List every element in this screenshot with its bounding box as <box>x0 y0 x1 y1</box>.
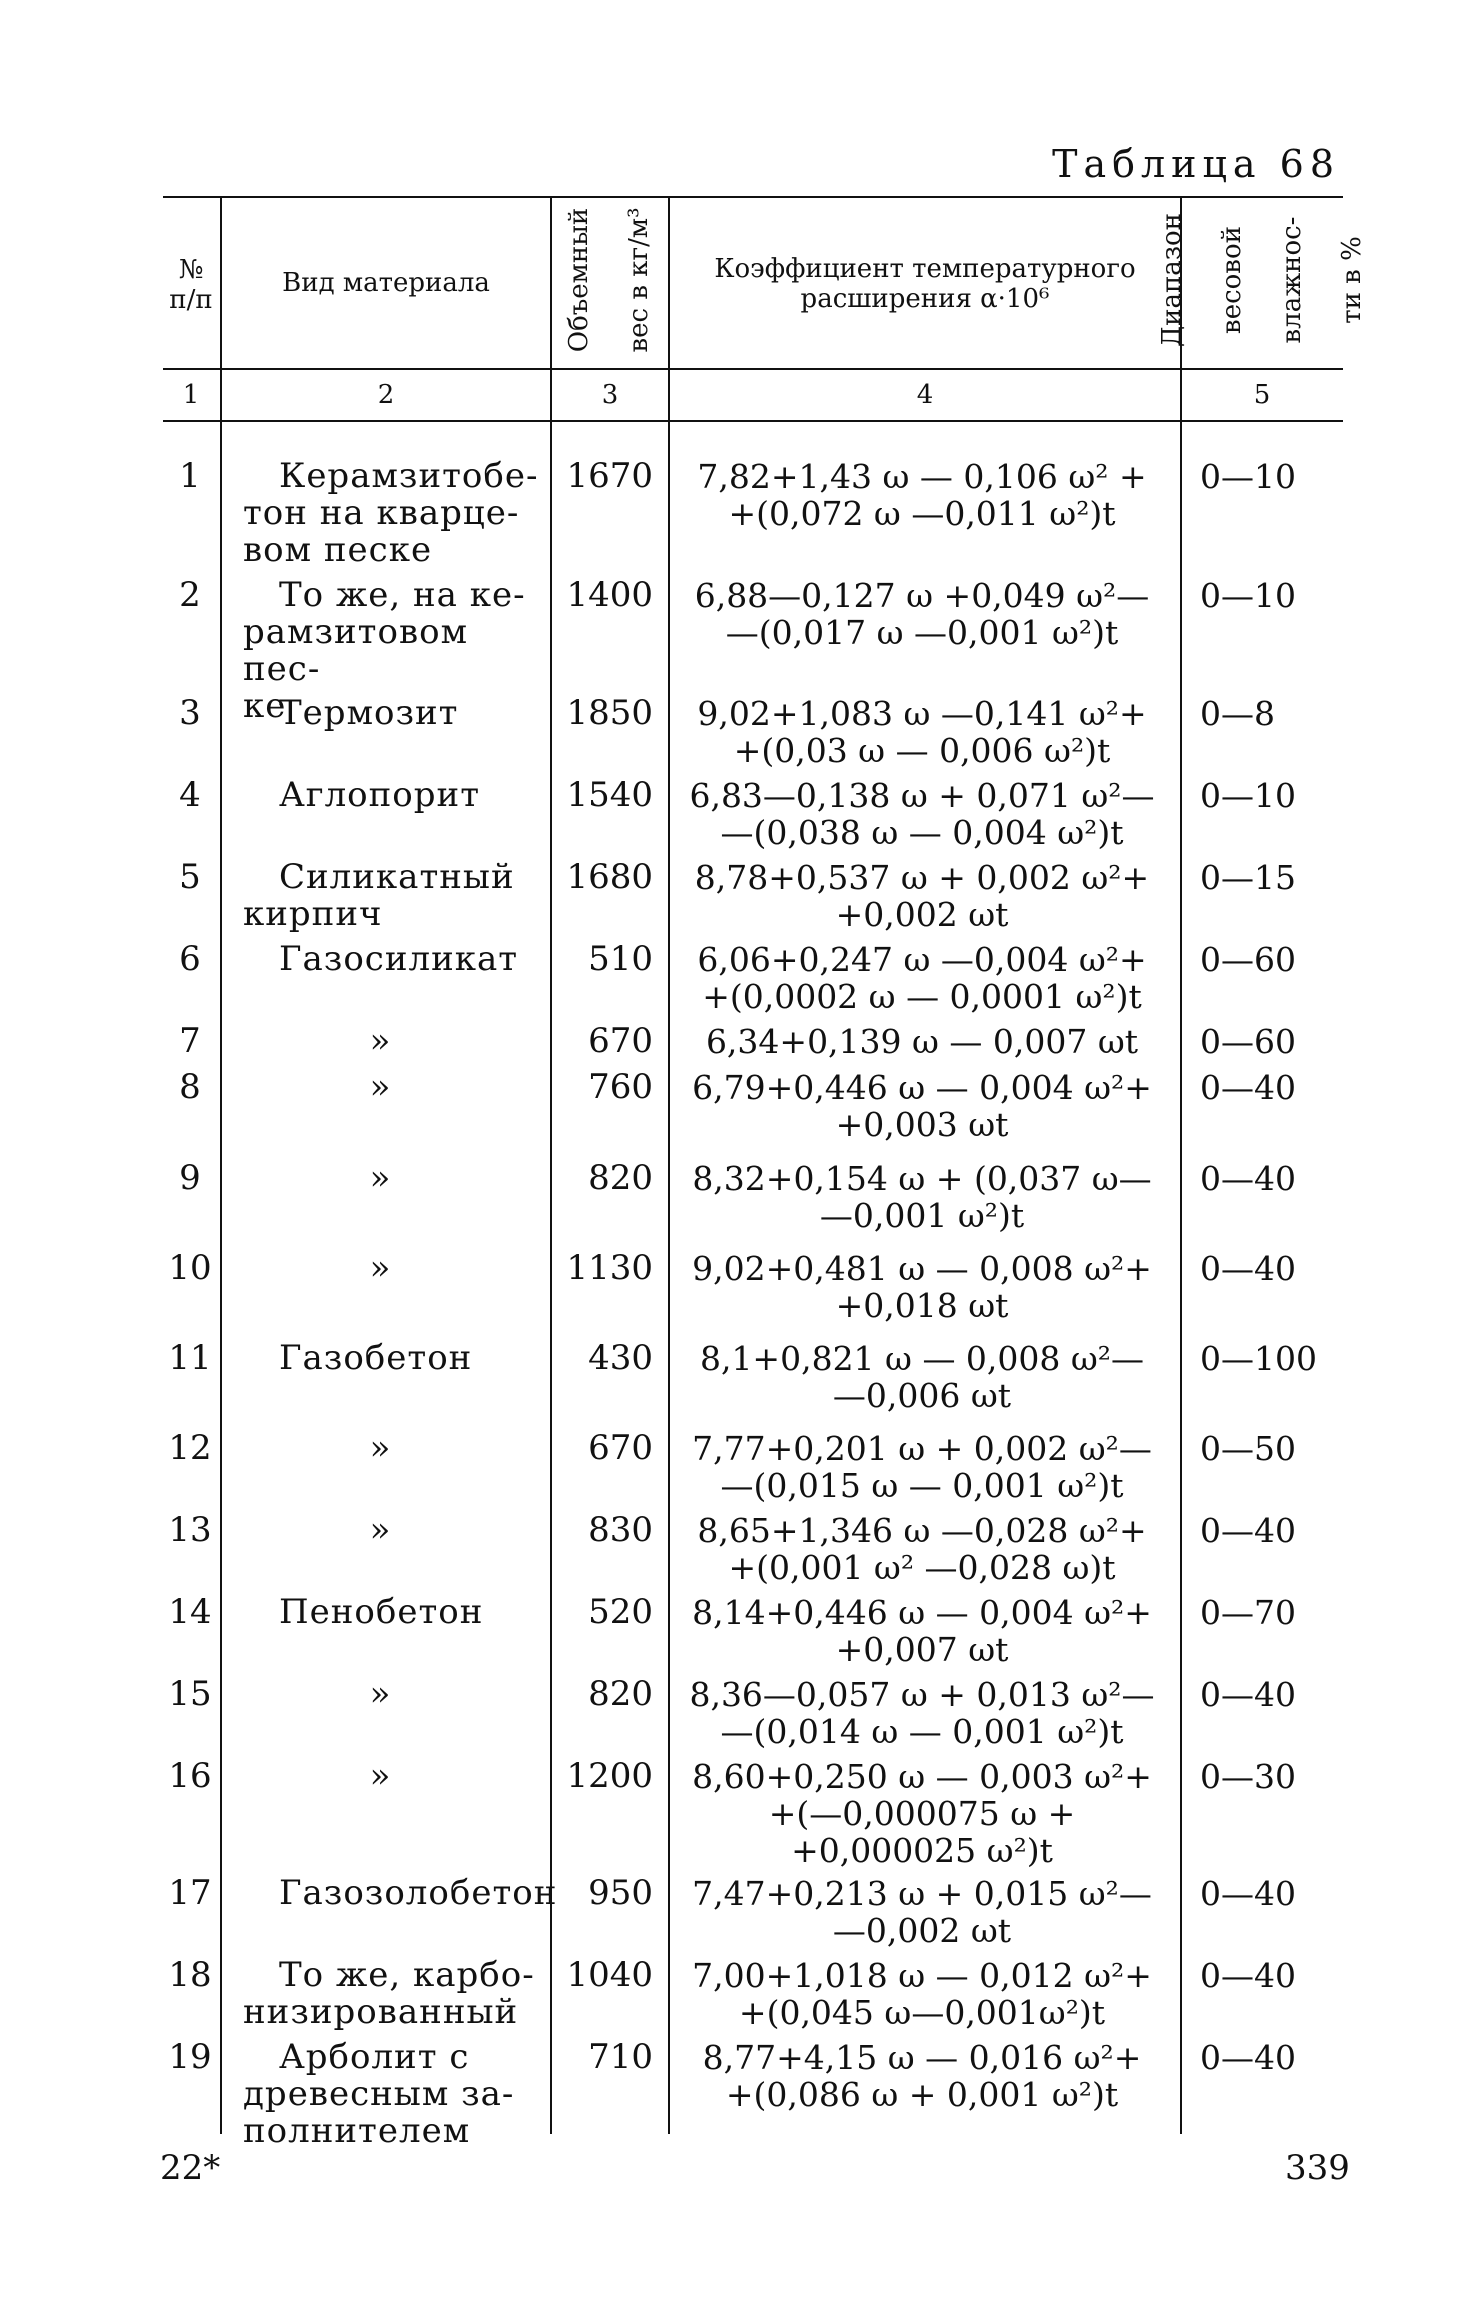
column-divider <box>1180 196 1182 2134</box>
header-range-line1: Диапазон <box>1157 213 1187 347</box>
expansion-formula <box>672 577 1172 651</box>
formula-line: 7,82+1,43 ω — 0,106 ω² + <box>697 457 1147 496</box>
volumetric-weight: 430 <box>588 1338 653 1378</box>
material-name <box>243 1430 543 1467</box>
header-range-line2: весовой <box>1217 226 1247 334</box>
moisture-range: 0—50 <box>1200 1429 1296 1468</box>
material-line: Газосиликат <box>279 939 519 979</box>
signature-mark: 22* <box>160 2148 221 2188</box>
material-line: » <box>369 1428 392 1468</box>
volumetric-weight: 830 <box>588 1510 653 1550</box>
material-line: То же, карбо- <box>279 1955 535 1995</box>
formula-line: +0,007 ωt <box>835 1630 1009 1669</box>
expansion-formula <box>672 1875 1172 1949</box>
row-number: 2 <box>179 575 201 615</box>
moisture-range: 0—60 <box>1200 940 1296 979</box>
header-range-line3: влажнос- <box>1277 216 1307 344</box>
formula-line: 7,47+0,213 ω + 0,015 ω²— <box>692 1874 1152 1913</box>
volumetric-weight: 1400 <box>566 575 653 615</box>
formula-line: —(0,017 ω —0,001 ω²)t <box>725 613 1119 652</box>
material-name <box>243 1957 543 2031</box>
formula-line: 8,36—0,057 ω + 0,013 ω²— <box>689 1675 1155 1714</box>
expansion-formula <box>672 941 1172 1015</box>
material-name <box>243 777 543 814</box>
material-line: низированный <box>243 1992 519 2032</box>
formula-line: 8,14+0,446 ω — 0,004 ω²+ <box>692 1593 1152 1632</box>
moisture-range: 0—40 <box>1200 2038 1296 2077</box>
formula-line: 8,60+0,250 ω — 0,003 ω²+ <box>692 1757 1152 1796</box>
expansion-formula <box>672 458 1172 532</box>
moisture-range: 0—100 <box>1200 1339 1317 1378</box>
expansion-formula <box>672 1758 1172 1869</box>
moisture-range: 0—40 <box>1200 1956 1296 1995</box>
formula-line: 7,77+0,201 ω + 0,002 ω²— <box>692 1429 1152 1468</box>
formula-line: +0,003 ωt <box>835 1105 1009 1144</box>
column-number: 2 <box>377 380 395 410</box>
material-line: полнителем <box>243 2111 471 2151</box>
material-line: » <box>369 1248 392 1288</box>
volumetric-weight: 1850 <box>566 693 653 733</box>
moisture-range: 0—40 <box>1200 1511 1296 1550</box>
header-rule <box>163 368 1343 370</box>
expansion-formula <box>672 2039 1172 2113</box>
moisture-range: 0—40 <box>1200 1068 1296 1107</box>
column-divider <box>668 196 670 2134</box>
header-weight-line1: Объемный <box>564 207 594 353</box>
column-number: 1 <box>182 380 200 410</box>
header-coefficient-line1: Коэффициент температурного <box>714 254 1136 284</box>
expansion-formula <box>672 1340 1172 1414</box>
volumetric-weight: 1130 <box>566 1248 653 1288</box>
formula-line: —0,001 ω²)t <box>819 1196 1025 1235</box>
moisture-range: 0—15 <box>1200 858 1296 897</box>
row-number: 14 <box>168 1592 212 1632</box>
header-weight-line2: вес в кг/м³ <box>624 207 654 353</box>
page-number: 339 <box>1285 2148 1350 2188</box>
expansion-formula <box>672 777 1172 851</box>
formula-line: 8,1+0,821 ω — 0,008 ω²— <box>699 1339 1145 1378</box>
formula-line: 8,78+0,537 ω + 0,002 ω²+ <box>694 858 1150 897</box>
row-number: 9 <box>179 1158 201 1198</box>
moisture-range: 0—70 <box>1200 1593 1296 1632</box>
row-number: 13 <box>168 1510 212 1550</box>
material-name <box>243 1340 543 1377</box>
header-range-line4: ти в % <box>1337 236 1367 324</box>
material-name <box>243 1594 543 1631</box>
expansion-formula <box>672 1676 1172 1750</box>
moisture-range: 0—40 <box>1200 1159 1296 1198</box>
row-number: 4 <box>179 775 201 815</box>
volumetric-weight: 820 <box>588 1158 653 1198</box>
volumetric-weight: 1200 <box>566 1756 653 1796</box>
row-number: 3 <box>179 693 201 733</box>
row-number: 18 <box>168 1955 212 1995</box>
material-line: » <box>369 1510 392 1550</box>
column-number: 4 <box>916 380 934 410</box>
volumetric-weight: 670 <box>588 1021 653 1061</box>
expansion-formula <box>672 859 1172 933</box>
header-coefficient-line2: расширения α·10⁶ <box>800 284 1050 314</box>
moisture-range: 0—60 <box>1200 1022 1296 1061</box>
column-number: 3 <box>601 380 619 410</box>
expansion-formula <box>672 695 1172 769</box>
material-name <box>243 1069 543 1106</box>
row-number: 1 <box>179 456 201 496</box>
column-divider <box>220 196 222 2134</box>
material-line: Термозит <box>279 693 459 733</box>
formula-line: +0,018 ωt <box>835 1286 1009 1325</box>
material-name <box>243 1676 543 1713</box>
formula-line: +(0,072 ω —0,011 ω²)t <box>728 494 1116 533</box>
volumetric-weight: 520 <box>588 1592 653 1632</box>
material-line: Керамзитобе- <box>279 456 539 496</box>
material-line: Пенобетон <box>279 1592 484 1632</box>
material-name <box>243 1250 543 1287</box>
top-rule <box>163 196 1343 198</box>
moisture-range: 0—40 <box>1200 1874 1296 1913</box>
volumetric-weight: 1040 <box>566 1955 653 1995</box>
formula-line: +(0,086 ω + 0,001 ω²)t <box>725 2075 1119 2114</box>
expansion-formula <box>672 1023 1172 1060</box>
volumetric-weight: 820 <box>588 1674 653 1714</box>
formula-line: 8,77+4,15 ω — 0,016 ω²+ <box>702 2038 1142 2077</box>
formula-line: —0,006 ωt <box>832 1376 1012 1415</box>
row-number: 5 <box>179 857 201 897</box>
row-number: 10 <box>168 1248 212 1288</box>
column-number: 5 <box>1253 380 1271 410</box>
expansion-formula <box>672 1957 1172 2031</box>
material-name <box>243 695 543 732</box>
header-num <box>163 255 219 315</box>
material-line: кирпич <box>243 894 383 934</box>
moisture-range: 0—30 <box>1200 1757 1296 1796</box>
header-coefficient <box>670 254 1180 314</box>
material-line: Газобетон <box>279 1338 473 1378</box>
material-line: » <box>369 1067 392 1107</box>
material-name <box>243 458 543 569</box>
formula-line: 7,00+1,018 ω — 0,012 ω²+ <box>692 1956 1152 1995</box>
moisture-range: 0—10 <box>1200 576 1296 615</box>
row-number: 12 <box>168 1428 212 1468</box>
formula-line: 6,88—0,127 ω +0,049 ω²— <box>694 576 1150 615</box>
expansion-formula <box>672 1512 1172 1586</box>
moisture-range: 0—8 <box>1200 694 1275 733</box>
formula-line: 6,79+0,446 ω — 0,004 ω²+ <box>692 1068 1152 1107</box>
material-line: » <box>369 1674 392 1714</box>
formula-line: —0,002 ωt <box>832 1911 1012 1950</box>
volumetric-weight: 1670 <box>566 456 653 496</box>
formula-line: —(0,014 ω — 0,001 ω²)t <box>720 1712 1124 1751</box>
formula-line: 9,02+1,083 ω —0,141 ω²+ <box>697 694 1147 733</box>
material-line: » <box>369 1158 392 1198</box>
header-material-label: Вид материала <box>282 268 490 298</box>
material-name <box>243 1758 543 1795</box>
row-number: 6 <box>179 939 201 979</box>
material-line: рамзитовом пес- <box>243 612 469 689</box>
formula-line: +(0,03 ω — 0,006 ω²)t <box>733 731 1111 770</box>
row-number: 17 <box>168 1873 212 1913</box>
moisture-range: 0—10 <box>1200 457 1296 496</box>
material-line: тон на кварце- <box>243 493 520 533</box>
row-number: 19 <box>168 2037 212 2077</box>
material-line: ке <box>243 686 287 726</box>
expansion-formula <box>672 1430 1172 1504</box>
material-name <box>243 1023 543 1060</box>
formula-line: —(0,015 ω — 0,001 ω²)t <box>720 1466 1124 1505</box>
formula-line: —(0,038 ω — 0,004 ω²)t <box>720 813 1124 852</box>
formula-line: +(0,001 ω² —0,028 ω)t <box>728 1548 1116 1587</box>
material-line: Силикатный <box>279 857 515 897</box>
volumetric-weight: 1540 <box>566 775 653 815</box>
formula-line: 6,83—0,138 ω + 0,071 ω²— <box>689 776 1155 815</box>
row-number: 8 <box>179 1067 201 1107</box>
material-line: » <box>369 1021 392 1061</box>
material-name <box>243 941 543 978</box>
material-name <box>243 859 543 933</box>
formula-line: 6,34+0,139 ω — 0,007 ωt <box>705 1022 1139 1061</box>
moisture-range: 0—40 <box>1200 1249 1296 1288</box>
expansion-formula <box>672 1069 1172 1143</box>
volumetric-weight: 950 <box>588 1873 653 1913</box>
moisture-range: 0—40 <box>1200 1675 1296 1714</box>
header-material <box>222 268 550 298</box>
formula-line: +0,000025 ω²)t <box>791 1831 1053 1870</box>
formula-line: +(0,0002 ω — 0,0001 ω²)t <box>702 977 1142 1016</box>
formula-line: 8,65+1,346 ω —0,028 ω²+ <box>697 1511 1147 1550</box>
column-numbers-rule <box>163 420 1343 422</box>
volumetric-weight: 670 <box>588 1428 653 1468</box>
column-divider <box>550 196 552 2134</box>
material-line: древесным за- <box>243 2074 515 2114</box>
material-line: вом песке <box>243 530 433 570</box>
expansion-formula <box>672 1594 1172 1668</box>
expansion-formula <box>672 1160 1172 1234</box>
row-number: 7 <box>179 1021 201 1061</box>
row-number: 15 <box>168 1674 212 1714</box>
material-line: Газозолобетон <box>279 1873 558 1913</box>
table-title: Таблица 68 <box>1052 142 1340 186</box>
expansion-formula <box>672 1250 1172 1324</box>
row-number: 16 <box>168 1756 212 1796</box>
moisture-range: 0—10 <box>1200 776 1296 815</box>
material-name <box>243 1873 558 1913</box>
material-name <box>243 1512 543 1549</box>
material-name <box>243 1160 543 1197</box>
volumetric-weight: 1680 <box>566 857 653 897</box>
formula-line: 8,32+0,154 ω + (0,037 ω— <box>692 1159 1152 1198</box>
material-name <box>243 2039 543 2150</box>
volumetric-weight: 710 <box>588 2037 653 2077</box>
formula-line: 6,06+0,247 ω —0,004 ω²+ <box>697 940 1147 979</box>
formula-line: +(0,045 ω—0,001ω²)t <box>738 1993 1106 2032</box>
material-line: Арболит с <box>279 2037 470 2077</box>
formula-line: +0,002 ωt <box>835 895 1009 934</box>
material-line: Аглопорит <box>279 775 480 815</box>
material-line: То же, на ке- <box>279 575 526 615</box>
volumetric-weight: 510 <box>588 939 653 979</box>
header-num-label: № п/п <box>169 255 213 315</box>
row-number: 11 <box>168 1338 212 1378</box>
formula-line: 9,02+0,481 ω — 0,008 ω²+ <box>692 1249 1152 1288</box>
volumetric-weight: 760 <box>588 1067 653 1107</box>
formula-line: +(—0,000075 ω + <box>768 1794 1076 1833</box>
material-line: » <box>369 1756 392 1796</box>
